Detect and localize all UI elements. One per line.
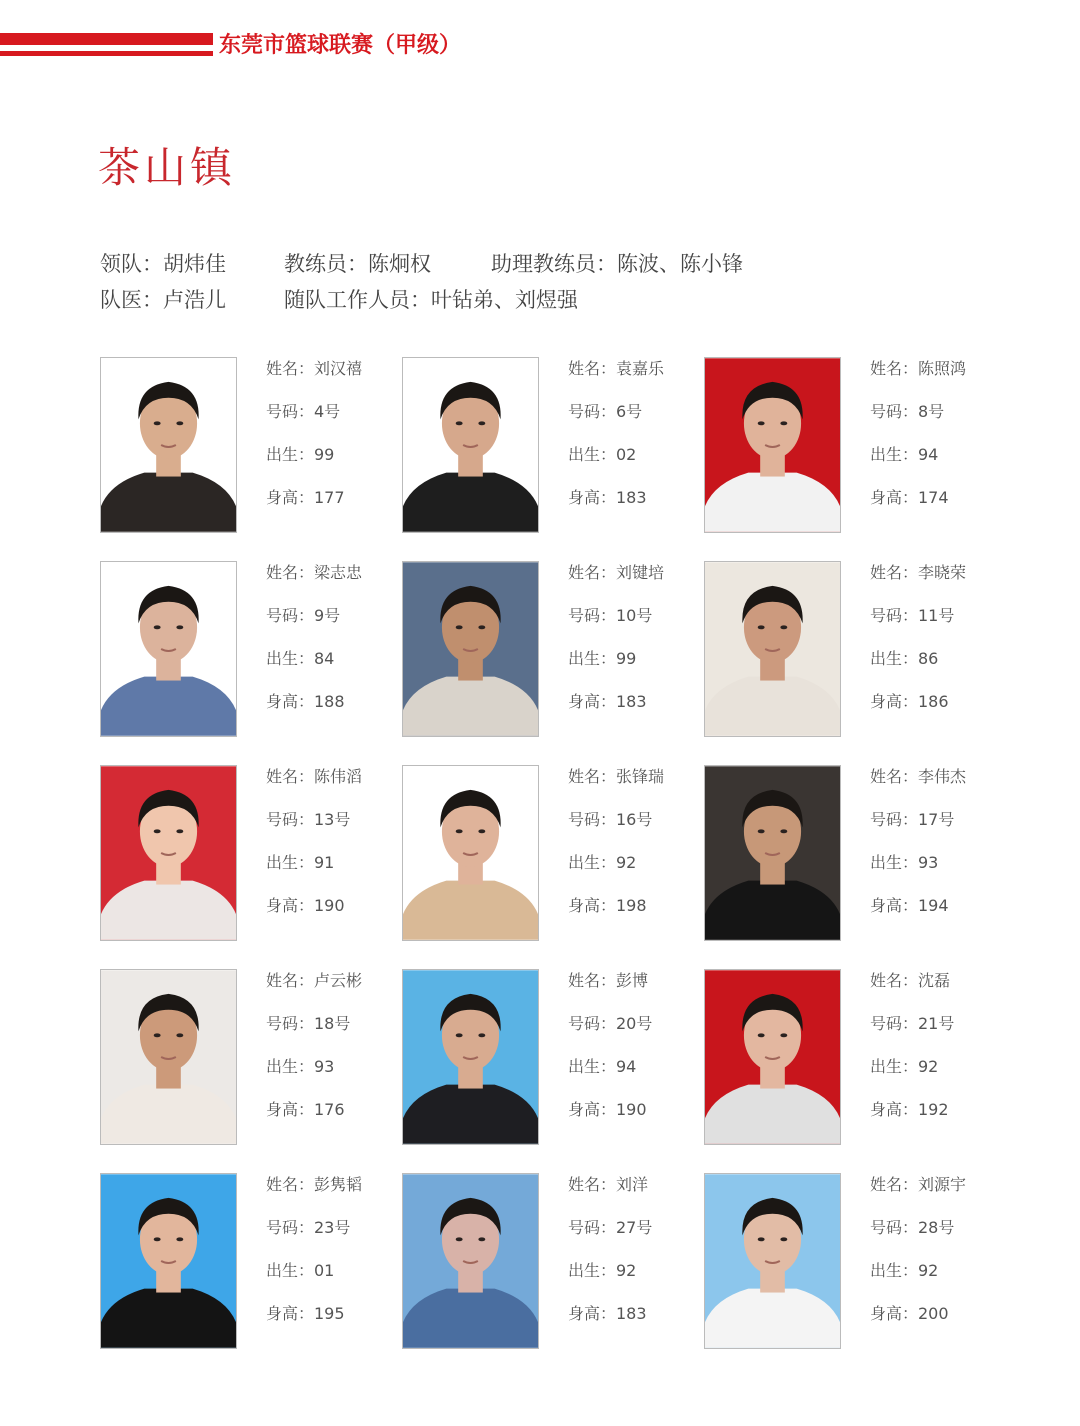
player-card [402,969,702,1145]
photo-eye [176,829,183,833]
player-number: 号码：28号 [870,1218,955,1237]
player-number: 号码：18号 [266,1014,351,1033]
photo-eye [456,421,463,425]
player-name: 姓名：刘键培 [568,563,665,582]
player-height: 身高：188 [266,692,345,711]
player-card [100,969,400,1145]
photo-eye [154,1033,161,1037]
head-coach: 教练员：陈炯权 [284,252,431,276]
banner-bar-thin [0,51,213,56]
player-height: 身高：190 [568,1100,647,1119]
photo-eye [154,1237,161,1241]
support-staff: 随队工作人员：叶钻弟、刘煜强 [284,288,578,312]
player-birth-year: 出生：93 [870,853,939,872]
team-doctor: 队医：卢浩儿 [100,288,226,312]
player-birth-year: 出生：02 [568,445,637,464]
player-photo [100,765,237,941]
photo-eye [780,625,787,629]
player-photo [402,357,539,533]
player-birth-year: 出生：99 [266,445,335,464]
player-height: 身高：176 [266,1100,345,1119]
photo-eye [176,1237,183,1241]
photo-eye [456,625,463,629]
player-card [100,765,400,941]
photo-eye [154,625,161,629]
player-birth-year: 出生：92 [568,1261,637,1280]
player-photo [100,1173,237,1349]
player-photo [402,1173,539,1349]
player-name: 姓名：刘汉禧 [266,359,363,378]
photo-eye [478,1033,485,1037]
player-number: 号码：6号 [568,402,643,421]
player-number: 号码：4号 [266,402,341,421]
photo-eye [478,421,485,425]
player-number: 号码：16号 [568,810,653,829]
player-card [704,969,1004,1145]
player-number: 号码：17号 [870,810,955,829]
player-card [704,561,1004,737]
photo-eye [478,829,485,833]
player-name: 姓名：彭博 [568,971,649,990]
player-photo [100,561,237,737]
team-leader: 领队：胡炜佳 [100,252,226,276]
photo-eye [758,829,765,833]
league-title: 东莞市篮球联赛（甲级） [219,33,462,58]
player-name: 姓名：梁志忠 [266,563,363,582]
player-photo [100,969,237,1145]
player-birth-year: 出生：84 [266,649,335,668]
player-photo [704,1173,841,1349]
player-photo [704,765,841,941]
player-card [704,765,1004,941]
player-card [100,1173,400,1349]
player-number: 号码：11号 [870,606,955,625]
photo-eye [758,625,765,629]
player-name: 姓名：袁嘉乐 [568,359,665,378]
player-card [704,357,1004,533]
player-card [100,561,400,737]
player-height: 身高：183 [568,692,647,711]
player-birth-year: 出生：92 [568,853,637,872]
player-card [100,357,400,533]
player-height: 身高：198 [568,896,647,915]
photo-eye [780,1033,787,1037]
player-photo [704,969,841,1145]
player-name: 姓名：刘源宇 [870,1175,967,1194]
player-number: 号码：20号 [568,1014,653,1033]
photo-eye [456,829,463,833]
photo-eye [176,421,183,425]
photo-eye [758,421,765,425]
player-grid [100,357,1000,1352]
photo-eye [780,1237,787,1241]
player-name: 姓名：沈磊 [870,971,951,990]
player-height: 身高：200 [870,1304,949,1323]
photo-eye [456,1237,463,1241]
player-height: 身高：174 [870,488,949,507]
player-birth-year: 出生：99 [568,649,637,668]
player-height: 身高：192 [870,1100,949,1119]
player-number: 号码：13号 [266,810,351,829]
photo-eye [478,1237,485,1241]
team-title: 茶山镇 [98,143,237,192]
player-name: 姓名：陈伟滔 [266,767,363,786]
player-name: 姓名：彭隽韬 [266,1175,363,1194]
player-photo [402,765,539,941]
photo-eye [176,625,183,629]
player-photo [100,357,237,533]
photo-eye [478,625,485,629]
player-height: 身高：195 [266,1304,345,1323]
photo-eye [758,1033,765,1037]
player-name: 姓名：张锋瑞 [568,767,665,786]
player-card [402,1173,702,1349]
player-card [402,561,702,737]
player-birth-year: 出生：94 [568,1057,637,1076]
player-height: 身高：183 [568,488,647,507]
player-number: 号码：27号 [568,1218,653,1237]
photo-eye [154,421,161,425]
header-banner [0,30,1080,62]
photo-eye [780,421,787,425]
player-height: 身高：177 [266,488,345,507]
photo-eye [758,1237,765,1241]
player-card [704,1173,1004,1349]
player-card [402,357,702,533]
player-number: 号码：10号 [568,606,653,625]
player-height: 身高：183 [568,1304,647,1323]
player-number: 号码：8号 [870,402,945,421]
player-name: 姓名：李伟杰 [870,767,967,786]
player-photo [704,357,841,533]
player-number: 号码：23号 [266,1218,351,1237]
player-photo [402,969,539,1145]
player-height: 身高：186 [870,692,949,711]
player-name: 姓名：卢云彬 [266,971,363,990]
player-number: 号码：21号 [870,1014,955,1033]
player-card [402,765,702,941]
player-birth-year: 出生：94 [870,445,939,464]
photo-eye [154,829,161,833]
player-photo [402,561,539,737]
player-name: 姓名：李晓荣 [870,563,967,582]
player-name: 姓名：陈照鸿 [870,359,967,378]
photo-eye [780,829,787,833]
player-height: 身高：194 [870,896,949,915]
player-birth-year: 出生：01 [266,1261,335,1280]
player-height: 身高：190 [266,896,345,915]
player-birth-year: 出生：92 [870,1261,939,1280]
player-photo [704,561,841,737]
player-number: 号码：9号 [266,606,341,625]
player-birth-year: 出生：91 [266,853,335,872]
photo-eye [176,1033,183,1037]
player-name: 姓名：刘洋 [568,1175,649,1194]
photo-eye [456,1033,463,1037]
player-birth-year: 出生：92 [870,1057,939,1076]
player-birth-year: 出生：86 [870,649,939,668]
player-birth-year: 出生：93 [266,1057,335,1076]
banner-bar-thick [0,33,213,45]
assistant-coaches: 助理教练员：陈波、陈小锋 [491,252,743,276]
